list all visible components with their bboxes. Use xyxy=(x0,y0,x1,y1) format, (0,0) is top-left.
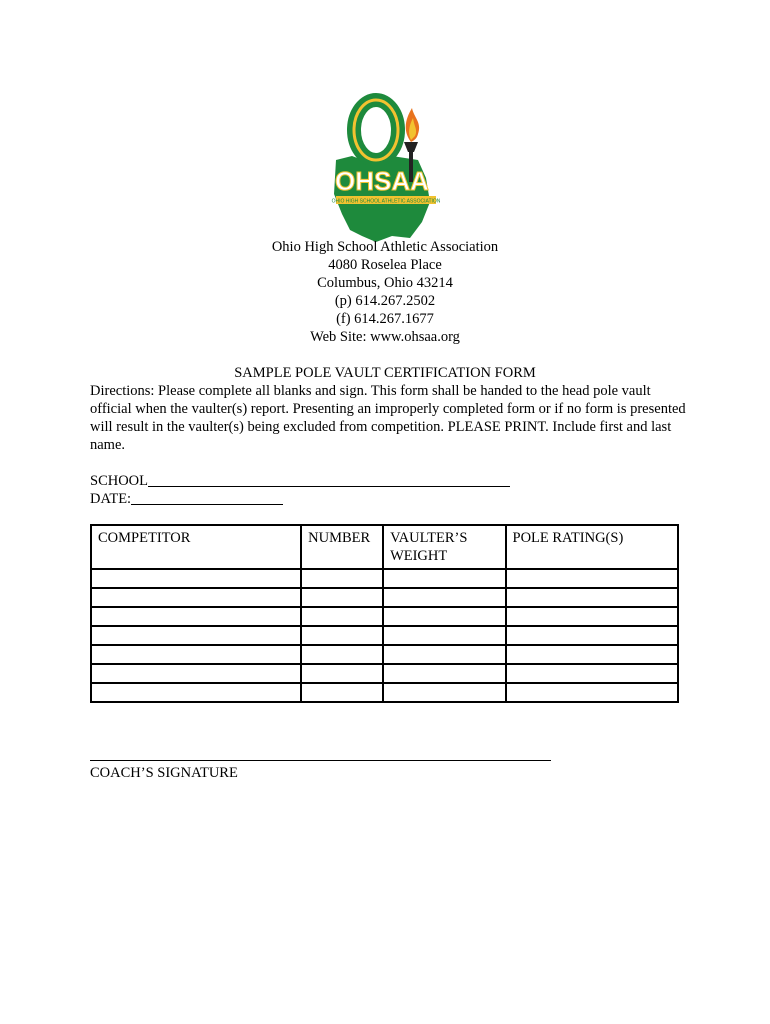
address-block xyxy=(0,238,770,346)
pole-rating-cell[interactable] xyxy=(507,665,677,684)
weight-cell[interactable] xyxy=(384,646,506,665)
city-state-zip: Columbus, Ohio 43214 xyxy=(317,275,453,291)
signature-label: COACH’S SIGNATURE xyxy=(90,765,238,781)
ohsaa-logo xyxy=(322,90,448,242)
header-number: NUMBER xyxy=(302,526,384,570)
pole-rating-cell[interactable] xyxy=(507,627,677,646)
table-row xyxy=(92,646,677,665)
pole-rating-cell[interactable] xyxy=(507,646,677,665)
website: Web Site: www.ohsaa.org xyxy=(310,329,460,345)
pole-rating-cell[interactable] xyxy=(507,684,677,701)
number-cell[interactable] xyxy=(302,570,384,589)
number-cell[interactable] xyxy=(302,608,384,627)
table-row xyxy=(92,570,677,589)
weight-cell[interactable] xyxy=(384,684,506,701)
weight-cell[interactable] xyxy=(384,665,506,684)
form-title: SAMPLE POLE VAULT CERTIFICATION FORM xyxy=(234,365,536,381)
pole-rating-cell[interactable] xyxy=(507,608,677,627)
number-cell[interactable] xyxy=(302,646,384,665)
weight-cell[interactable] xyxy=(384,627,506,646)
school-label: SCHOOL xyxy=(90,473,149,489)
org-name: Ohio High School Athletic Association xyxy=(271,239,499,255)
school-field[interactable] xyxy=(90,472,510,490)
header-pole-rating: POLE RATING(S) xyxy=(507,526,677,570)
date-field[interactable] xyxy=(90,490,283,508)
pole-rating-cell[interactable] xyxy=(507,570,677,589)
header-vaulter-weight: VAULTER’S WEIGHT xyxy=(384,526,506,570)
competitor-table xyxy=(90,524,679,703)
competitor-cell[interactable] xyxy=(92,684,302,701)
table-header-row xyxy=(92,526,677,570)
table-row xyxy=(92,684,677,701)
header-competitor: COMPETITOR xyxy=(92,526,302,570)
svg-text:OHIO HIGH SCHOOL ATHLETIC ASSO: OHIO HIGH SCHOOL ATHLETIC ASSOCIATION xyxy=(331,198,441,205)
table-row xyxy=(92,608,677,627)
number-cell[interactable] xyxy=(302,665,384,684)
competitor-cell[interactable] xyxy=(92,646,302,665)
weight-cell[interactable] xyxy=(384,589,506,608)
date-input-line[interactable] xyxy=(131,490,283,505)
competitor-cell[interactable] xyxy=(92,608,302,627)
school-input-line[interactable] xyxy=(148,472,510,487)
svg-text:OHSAA: OHSAA xyxy=(335,166,429,196)
competitor-cell[interactable] xyxy=(92,570,302,589)
number-cell[interactable] xyxy=(302,589,384,608)
competitor-cell[interactable] xyxy=(92,627,302,646)
phone-number: (p) 614.267.2502 xyxy=(334,293,436,309)
directions-text: Directions: Please complete all blanks and sign. This form shall be handed to the head pole vault official when the vaulter(s) report. Presenting an improperly completed form or if no form is presented will result in the vaulter(s) being excluded from competition. PLEASE PRINT. Include first and last name. xyxy=(90,383,686,453)
number-cell[interactable] xyxy=(302,684,384,701)
table-row xyxy=(92,665,677,684)
fax-number: (f) 614.267.1677 xyxy=(336,311,434,327)
competitor-cell[interactable] xyxy=(92,589,302,608)
street-address: 4080 Roselea Place xyxy=(328,257,442,273)
number-cell[interactable] xyxy=(302,627,384,646)
date-label: DATE: xyxy=(90,491,132,507)
weight-cell[interactable] xyxy=(384,570,506,589)
competitor-cell[interactable] xyxy=(92,665,302,684)
table-row xyxy=(92,589,677,608)
signature-line[interactable] xyxy=(90,760,551,761)
pole-rating-cell[interactable] xyxy=(507,589,677,608)
table-row xyxy=(92,627,677,646)
weight-cell[interactable] xyxy=(384,608,506,627)
